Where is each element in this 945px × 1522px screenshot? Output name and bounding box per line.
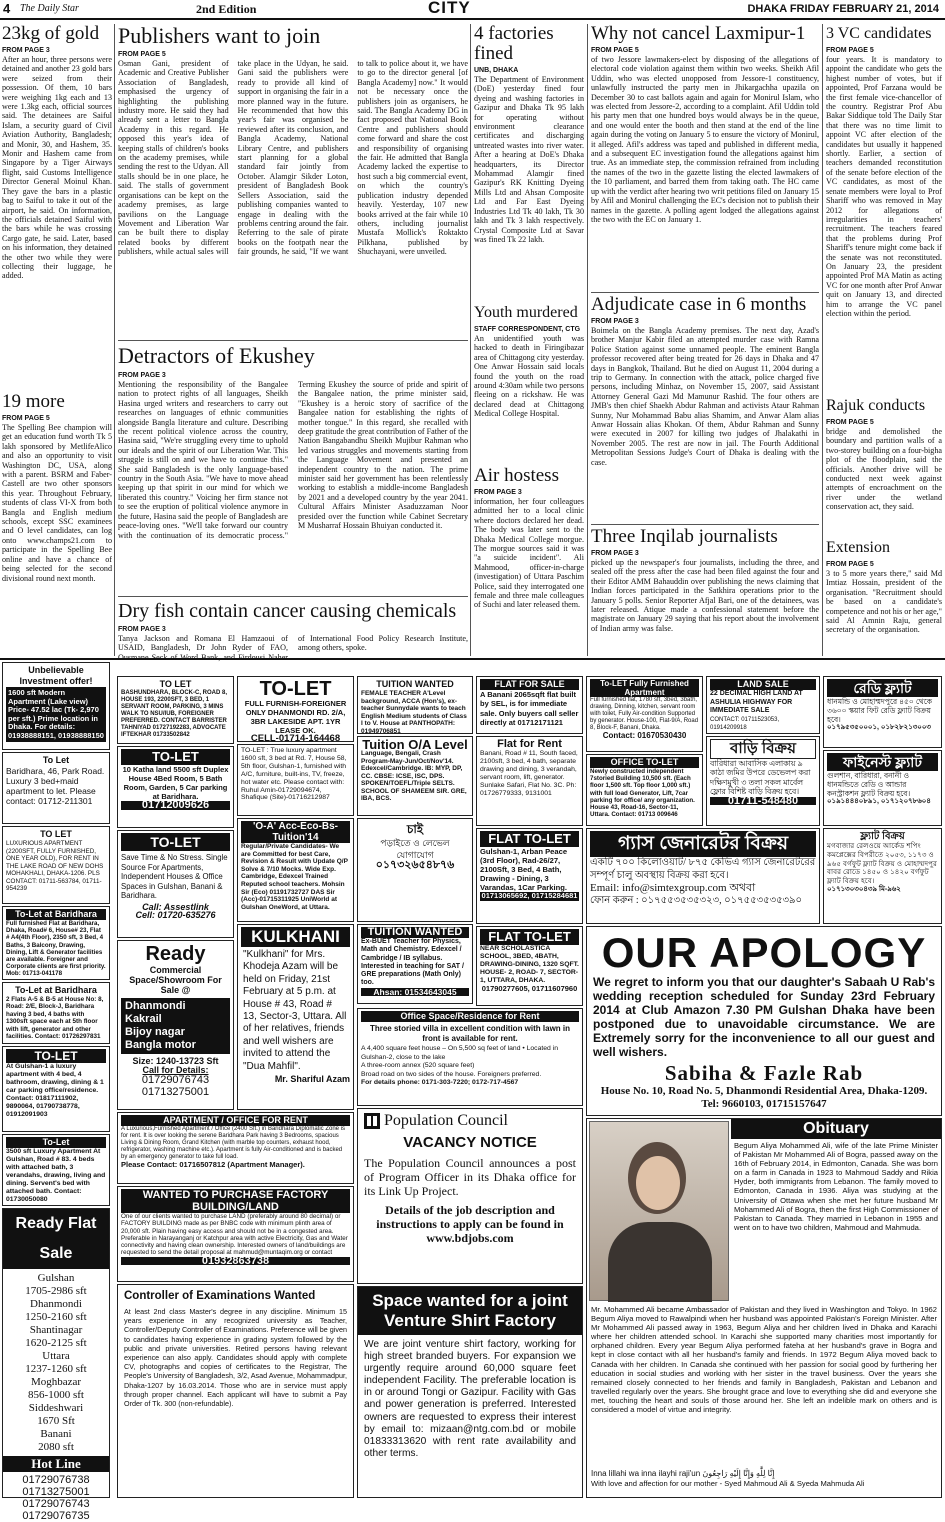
ad-title: রেডি ফ্ল্যাট — [827, 679, 938, 697]
ad-title: OUR APOLOGY — [601, 929, 927, 976]
ad-title: TO-LET — [6, 1049, 106, 1063]
ad-to-let-gulshan-1 — [2, 1046, 110, 1132]
ad-body: FULL FURNISH-FOREIGNER ONLY DHANMONDI RD. 2/A, 3BR LAKESIDE APT. 1YR LEASE OK. — [244, 699, 347, 735]
ad-title: Controller of Examinations Wanted — [124, 1290, 316, 1302]
ad-phone: 01790277605, 01711607960 — [481, 984, 578, 993]
ad-body: Ex-BUET Teacher for Physics, Math and Chemistry. Edexcel / Cambridge / IB syllabus. Interested in teaching for SAT / GRE preparations (Math Only) too. — [361, 938, 464, 987]
ad-address: House No. 10, Road No. 5, Dhanmondi Residential Area, Dhaka-1209. Tel: 9660103, 01715157647 — [600, 1085, 928, 1110]
ad-title: VACANCY NOTICE — [403, 1134, 537, 1151]
page-number: 4 — [3, 1, 11, 16]
ad-title: Flat for Rent — [497, 738, 562, 750]
ad-kulkhani — [237, 924, 354, 1110]
ad-body: At least 2nd class Master's degree in any discipline. Minimum 15 years experience in any recognized university as Teacher, Controller/Deputy Controller of Examinations. Preference will be given to candidates having experience in grading system followed by the public and private universities. Retired persons having relevant experience can also apply. Candidates should apply with complete CV, photographs and copies of certificates to the Registrar, The People's University of Bangladesh, 3/2, Asad Avenue, Mohammadpur, Dhaka-1207 by 16.03.2014. Those who are in service must apply through proper channel. Each applicant will have to submit a Pay Order of Tk. 300 (non-refundable). — [124, 1307, 347, 1409]
article-adjudicate — [591, 292, 819, 522]
ad-body: Newly constructed independent 7storied Building 10,500 sft. (Each floor 1,500 sft. Top floor 1,000 sft.) with full load Generator, Lift, 7car parking for office/ any organization. House 43, Road-16, Sector-11, Uttara. Contact: 01713 009646 — [590, 768, 695, 819]
ad-title: LAND SALE — [710, 679, 816, 690]
ad-office-space-residence — [357, 1008, 583, 1106]
ad-title: Ready — [145, 943, 206, 965]
location-line: 1237-1260 sft — [25, 1363, 87, 1375]
ad-title: Tuition O/A Level — [362, 737, 468, 752]
ad-body: 22 DECIMAL HIGH LAND AT ASHULIA HIGHWAY FOR IMMEDIATE SALE — [710, 690, 803, 714]
ad-phone: Ahsan: 01534643045 — [361, 988, 469, 997]
headline: Rajuk conducts — [826, 397, 926, 414]
location-line: 1705-2986 sft — [25, 1285, 87, 1297]
ad-body: NEAR SCHOLASTICA SCHOOL, 3BED, 4BATH, DRAWING-DINING, 1320 SQFT. HOUSE- 2, ROAD- 7, SECTOR- 1, UTTARA, DHAKA. — [480, 945, 579, 984]
byline: FROM PAGE 3 — [474, 489, 522, 496]
ad-tutor-wanted-bangla — [357, 818, 473, 922]
ad-body: TO-LET : True luxury apartment 1600 sft, 3 bed at Rd. 7, House 58, 5th floor, Gulshan-1, furnished with A/C, furniture, built-ins, TV, freeze, hot water etc. Please contact with: Ruhul Amin-01729094674, Shafique (Site)-01716212987 — [241, 747, 347, 802]
article-body: picked up the newspaper's four journalists, including the three, and sealed off the press after the case had been filed against the four and their Editor AMM Bahauddin over publishing the news claiming that Indian forces participated in the Satkhira operations prior to the January 5 polls. Senior Reporter Afjal Bari, one of the detainees, was later released. Atique made a confessional statement before the magistrate on January 29 saying that his report about the involvement of Indian army was false. — [591, 558, 819, 633]
area-item: Bangla motor — [125, 1039, 196, 1051]
headline: Extension — [826, 539, 890, 556]
ad-title: বাড়ি বিক্রয় — [710, 739, 816, 759]
location-line: Dhanmondi — [30, 1298, 82, 1310]
article-19-more — [2, 392, 112, 654]
article-body: The Spelling Bee champion will get an education fund worth Tk 5 lakh sponsored by MetlifeAlico and also an opportunity to visit Washington DC, USA, along with a parent. BSRM and Faber-Castell are two other sponsors this year. Throughout February, students of class VI-X from both Bangla and English medium schools, except SSC examinees and O level candidates, can log onto www.champs21.com to participate in the Spelling Bee online and have a chance of being selected for the second divisional round next month. — [2, 423, 112, 583]
ad-body: ধানমন্ডি ও মোহাম্মদপুরে ৪৫০ থেকে ৩৬০০ স্কয়ার ফিট রেডি ফ্ল্যাট বিক্রয় হবে। — [827, 697, 933, 724]
article-body: Tanya Jackson and Romana El Hamzaoui of USAID, Bangladesh, Dr John Ryder of FAO, of International Food Policy Research Institute, among others, spoke. — [118, 634, 468, 653]
area-item: Dhanmondi — [125, 1000, 186, 1012]
ad-body: 3500 sft Luxury Apartment At Gulshan, Road # 83. 4 beds with attached bath, 3 verandahs, drawing, living and dining. Servent's bed with attached bath. Contact: 01730050080 — [6, 1148, 106, 1203]
article-body: bridge and demolished the boundary and partition walls of a two-storey building on a four-bigha plot of the floodplain, said the officials. Another drive will be conducted next week against attempts of encroachment on the river under the wetland conservation act, they said. — [826, 427, 942, 512]
ad-phone: CONTACT: 01711523053, 01914209918 — [710, 716, 780, 731]
phone-line: 01729076743 — [141, 1074, 210, 1086]
ad-phone: 01711-548480 — [710, 797, 816, 806]
ad-flat-to-let-uttara — [476, 926, 583, 1006]
ad-tuition-wanted-female — [357, 676, 473, 734]
ad-body: Commercial Space/Showroom For Sale @ — [129, 965, 222, 995]
ad-body: One of our clients wanted to purchase LAND (preferably around 80 decimal) or FACTORY BUILDING made as per BNBC code with minimum plinth area of 20,000 sft. Plain having easy access and should not be in a congested area. Preferable in Narayanganj or Katchpur area with active Electricity, Gas and Water connectivity and having clean ownership. Interested owners of land/buildings are requested to send the detail proposal at mahmud@muntaqim.org or contact — [121, 1213, 348, 1257]
headline: 3 VC candidates — [826, 25, 932, 42]
article-publishers — [118, 24, 468, 338]
ad-phone: Contact: 01670530430 — [602, 731, 687, 740]
ad-title: TO LET — [159, 679, 192, 689]
ad-details: Details of the job description and instructions to apply can be found in www.bdjobs.com — [376, 1203, 564, 1245]
location-line: 1250-2160 sft — [25, 1311, 87, 1323]
ad-commercial-space — [117, 940, 234, 1110]
ad-tuition-oa-level — [357, 736, 473, 816]
byline: STAFF CORRESPONDENT, CTG — [474, 326, 581, 333]
ad-title: APARTMENT / OFFICE FOR RENT — [121, 1115, 350, 1126]
ad-phone: Cell: 01720-635276 — [135, 910, 216, 920]
location-line: 1620-2125 sft — [25, 1337, 87, 1349]
ad-title: চাই — [406, 822, 424, 836]
office-item: A three-room annex (520 square feet) — [361, 1062, 475, 1069]
ad-phone: ০১৭১৩০৩০৪৩৯ মি-৯৬২ — [827, 885, 901, 893]
article-body: An unidentified youth was hacked to death in Firingibazar area of Chittagong city yesterday. One Anwar Hossain said locals found the youth on the road around 4:30am while two persons fleeing on a rickshaw. He was declared dead at Chittagong Medical College Hospital. — [474, 334, 584, 419]
article-dry-fish — [118, 596, 468, 656]
ad-wanted-factory — [117, 1186, 354, 1282]
phone-line: 01729076735 — [22, 1510, 90, 1522]
ad-phone: 01712009626 — [121, 801, 230, 810]
ad-body: Gulshan-1, Arban Peace (3rd Floor), Rad-26/27, 2100Sft, 3 Bed, 4 Bath, Drawing - Dining, 3 Varandas, 1Car Parking. — [480, 847, 568, 892]
ad-house-sale-bangla — [706, 736, 820, 826]
ad-signatories: Sabiha & Fazle Rab — [664, 1061, 864, 1085]
ad-our-apology — [586, 926, 942, 1116]
location-line: 2080 sft — [38, 1441, 74, 1453]
ad-to-let-bashundhara — [117, 676, 234, 744]
location-line: Moghbazar — [30, 1376, 82, 1388]
article-body: The Department of Environment (DoE) yesterday fined four dyeing and washing factories in Gazipur and Dhaka Tk 95 lakh for operating without environment clearance certificates and discharging untreated wastes into river water. After a hearing at DoE's Dhaka headquarters, its Director Mohammad Alamgir fined Gazipur's RK Knitting Dyeing Mills Ltd and Ahsan Composite Ltd and Far East Dyeing Industries Ltd Tk 40 lakh, Tk 30 lakh and Tk 3 lakh respectively. Crystal Composite Ltd at Savar was fined Tk 22 lakh. — [474, 75, 584, 244]
office-item: Broad road on two sides of the house. Foreigners preferred. — [361, 1070, 542, 1078]
byline: FROM PAGE 5 — [2, 415, 50, 422]
ad-flat-to-let-gulshan — [476, 828, 583, 924]
ad-office-to-let — [586, 754, 703, 826]
ad-body: Baridhara, 46, Park Road. Luxury 3 bed+maid apartment to let. Please contact: 01712-211301 — [6, 766, 105, 806]
byline: FROM PAGE 5 — [591, 47, 639, 54]
ad-title: TUITION WANTED — [376, 679, 454, 689]
ad-ready-flat-bangla — [823, 676, 942, 748]
ad-title: 'O-A' Acc-Eco-Bs-Tuition'14 — [241, 821, 350, 843]
headline: 4 factories fined — [474, 23, 554, 64]
ad-finest-flat-bangla — [823, 750, 942, 826]
dateline: DHAKA FRIDAY FEBRUARY 21, 2014 — [747, 3, 939, 15]
ad-body: Regular/Private Candidates- We are Committed for best Care, Revision & Result with Update Q/P Solve & 7/10 Mocks. Wide Exp. Cambridge, Edexcel Trained Reputed school teachers. Mohsin Sir (Eco) 01191732727 DAS Sir (Acc)-01715311925 UniWorld at Gulshan OneWord, at Uttara. — [241, 843, 348, 911]
ad-apartment-office-rent — [117, 1112, 354, 1184]
ad-title: TO-LET — [121, 833, 230, 851]
ad-body: LUXURIOUS APARTMENT (2200SFT, FULLY FURNISHED, ONE YEAR OLD), FOR RENT IN THE LAKE ROAD OF NEW DOHS MOHAKHALI, DHAKA-1206. PLS CONTACT: 01711-563784, 01711-954239 — [6, 840, 104, 892]
headline: Youth murdered — [474, 304, 578, 321]
ad-body: 1600 sft Modern Apartment (Lake view) Price- 47.52 lac (Tk- 2,970 per sft.) Prime location in Dhaka. For details: 01938888151, 01938888150 — [6, 687, 106, 742]
ad-body: We regret to inform you that our daughter's Sabaah U Rab's wedding reception scheduled for Sunday 23rd February 2014 at Club Amazon 7.30 PM Gulshan Dhaka have been postponed due to unavoidable circumstance. We are Extremely sorry for the inconvenience to all our guest and well wishers. — [593, 975, 935, 1059]
ad-body: Language, Bengali, Crash Program-May-Jun/Oct/Nov'14. Edexcel/Cambridge. IB: MYP, DP, CC. CBSE: ICSE, ISC, DPS. SPOKEN/TOEFL/Triple SELTS. SCHOOL OF SHAMEEM SIR. GRE, IBA, BCS. — [361, 750, 467, 802]
ad-title: TO-LET — [121, 749, 230, 765]
ad-areas — [121, 998, 230, 1054]
ad-body: Save Time & No Stress. Single Source For Apartments, Independent Houses & Office Spaces in Gulshan, Banani & Baridhara. — [121, 853, 228, 900]
location-line: Gulshan — [37, 1272, 75, 1284]
ad-body-continued: Mr. Mohammed Ali became Ambassador of Pakistan and they lived in Washington and Tokyo. In 1962 Begum Aliya moved to Rawalpindi when her husband was appointed Pakistan's Foreign Minister. After Mr Mohammed Ali passed away in 1963, Begum Aliya and her children lived in Dhaka and Karachi where her children attended school. In Karachi she supported many charities most importantly for orphaned children. Every year Begum Aliya performed fateha at her husband's grave in Bogra and kept in close contact with all her husband's family and friends. In 1972 Begum Aliya moved back to Canada with her children. In Canada she continued with her passion for social good by furthering her education in social studies and working with her sister in the travel business. Over the years she remained closely connected to her friends and family in Bangladesh, Pakistan and Lebanon and travelled regularly over the years. She brought grace and love to everything she did and everyone she met, touching the heart and souls of those around her. She left an indelible mark on others and is considered a model of virtue and integrity. — [591, 1305, 937, 1415]
headline: Air hostess — [474, 465, 559, 486]
ad-signature: Mr. Shariful Azam — [274, 1074, 350, 1085]
ad-title: OFFICE TO-LET — [590, 757, 699, 768]
article-4-factories — [474, 24, 584, 302]
ad-title: To-LET Fully Furnished Apartment — [590, 679, 699, 697]
ad-population-council — [357, 1108, 583, 1284]
ad-title: To-Let at Baridhara — [15, 985, 97, 995]
ad-email: Email: info@simtexgroup.com অথবা — [590, 882, 756, 894]
ad-shirt-factory — [357, 1286, 583, 1498]
ad-body: We are joint venture shirt factory, working for high street branded buyers. For expansion we urgently require around 60,000 square feet independent Facility. The preferable location is in or around Tongi or Gazipur. Facility with Gas and power generation is preferred. Interested owners are requested to express their interest by email to: mizaan@ntg.com.bd or mobile 01833313620 with rent rate availability and other terms. — [364, 1339, 576, 1459]
ad-phones — [121, 1074, 230, 1098]
article-body: four years. It is mandatory to appoint the candidate who gets the highest number of votes, but if appointed, Prof Farzana would be the first female vice-chancellor of the country. Registrar Prof Abu Bakar Siddique told The Daily Star that there was no time limit to appoint VC after election of the candidates but usually it happened shortly. Earlier, a section of teachers demanded reconstitution of the senate before election of the VC candidates, as most of the senate members were loyal to Prof Shariff who was removed in May 2012 for allegations of irregularities in teachers' recruitment. The teachers feared that the problems during Prof Shariff's tenure might come back if the senate was not reconstituted. On January 23, the president appointed Prof MA Matin as acting VC for one month after Prof Anwar quit on January 13, and directed him to arrange the VC panel election within the period. — [826, 55, 942, 318]
area-item: Kakrail — [125, 1013, 162, 1025]
ad-phone: ০১৭৯৫৩৫০০০১, ০১৮২৮২১৩০০৩ — [827, 724, 931, 731]
byline: FROM PAGE 5 — [118, 51, 166, 58]
ad-size: Size: 1240-13723 Sft — [132, 1056, 219, 1066]
article-body: 3 to 5 more years there," said Md Imtiaz Hossain, president of the organisation. "Recruitment should be based on a candidate's competence and not his or her age," said Al Amnin Raju, general secretary of the organisation. — [826, 569, 942, 635]
ad-body: Three storied villa in excellent condition with lawn in front is available for rent. — [369, 1024, 571, 1043]
headline: 23kg of gold — [2, 23, 100, 44]
ad-to-let-dhanmondi — [237, 676, 354, 742]
article-body: Boimela on the Bangla Academy premises. The next day, Azad's brother Manjur Kabir filed an attempted murder case with Ramna Police Station against some unnamed people. The eminent Bangla professor recovered after being treated for 26 days in Dhaka and 47 days in Bangkok, Thailand. But he died on August 11, 2004 during a trip to Germany. In connection with the attack, police charged five persons, including Minhaz, on November 15, 2007, said Assistant Attorney General Gazi Md Mamunur Rashid. The four others are JMB's then chief Shaekh Abdur Rahman and activists Ataur Rahman Sunny, Nur Mohammad Babu alias Shamim, and Anwar Alam alias Anwar Hossain alias Khokan. Of them, Abdur Rahman and Sunny were executed in 2007 for killing two judges of Jhalakathi in November 2005. The rest are now in jail. The Fourth Additional Metropolitan Sessions Judge's Court of Dhaka is dealing with the case. — [591, 326, 819, 467]
ad-to-let-baridhara-1 — [2, 906, 110, 980]
population-council-logo-icon — [364, 1113, 380, 1129]
ad-phone: ০১৯১৪৪৪০৮৯১, ০১৭১২০৭৮৬০৪ — [827, 798, 931, 805]
ad-gas-generator — [586, 828, 820, 924]
article-body: Mentioning the responsibility of the Bangalee nation to protect rights of all languages, Sheikh Hasina urged writers and researchers to carry out researches on languages of ethnic communities alongside Bangla literature and culture. Describing the recent political violence across the country, Hasina said, "We're struggling every time to uphold our ideals and the spirit of our Liberation War. This struggle is still on and we have to continue this." She said Bangladesh is the only language-based country in the South Asia. "We have to move ahead keeping up that spirit in our mind for which we liberated this country." Voicing her firm stance not to see the eruption of political violence anymore in the future, Hasina said the people of Bangladesh are peace-loving ones. "We'll take forward our country with the continuation of its democratic process." Terming Ekushey the source of pride and spirit of the Bangalee nation, the prime minister said, "Ekushey is a heroic story of sacrifice of the Bangalee nation for establishing the rights of mother tongue." In this regard, she recalled with deep gratitude the great contribution of Father of the Nation Bangabandhu Sheikh Mujibur Rahman who led various struggles and movements starting from the Language Movement and presented an independent country to the nation. The prime minister said her government has been relentlessly working to establish a middle-income Bangladesh by 2021 and a developed country by the year 2041. Cultural Affairs Minister Asaduzzaman Noor presided over the function while Cabinet Secretary M Musharraf Hossain Bhuiyan conducted it. — [118, 380, 468, 540]
location-line: Siddeshwari — [28, 1402, 84, 1414]
ad-locations — [3, 1269, 109, 1454]
ad-title: KULKHANI — [241, 927, 350, 947]
ad-phones — [3, 1472, 109, 1522]
article-3-vc-candidates — [826, 24, 942, 388]
byline: FROM PAGE 5 — [826, 47, 874, 54]
phone-line: 01713275001 — [141, 1086, 210, 1098]
ad-title: Ready Flat Sale — [3, 1209, 109, 1269]
article-laxmipur — [591, 24, 819, 290]
headline: Dry fish contain cancer causing chemicals — [118, 600, 457, 622]
ad-title: ফাইনেস্ট ফ্ল্যাট — [827, 753, 938, 771]
article-body: Osman Gani, president of Academic and Creative Publisher Association of Bangladesh, emphasised the urgency of highlighting the publishing industry more. He said they had already sent a letter to Bangla Academy in this regard. He opposed this year's idea of keeping stalls of children's books on the academy premises, while sending the rest to the Udyan. All stalls should be in one place, he said. The stalls of government organisations can be kept on the academy premises, as large pavilions on the Language Movement and Liberation War can be built there to display related books by different publishers, while actual sales will take place in the Udyan, he said. Gani said the publishers were ready to provide all kind of support in organising the fair in a more planned way in the future. He recommended that how this year's fair was organised be reviewed after its conclusion, and Bangla Academy, National Library Centre, and publishers start planning for a global standard fair jointly from October. Alamgir Sikder Loton, president of Bangladesh Book Sellers Association, said the publishing companies wanted to engage in dealing with the problems centring around the fair. Referring to the sale of pirate books on the footpath near the fair grounds, he said, "If we want to talk to police about it, we have to go to the director general [of Bangla Academy] now." It would not be necessary once the publishers join as organisers, he said. The Bangla Academy DG in fact proposed that National Book Centre and publishers should come forward and share the cost and responsibility of organising the fair. He admitted that Bangla Academy lacked the expertise to host such a big commercial event, on which the country's publication industry depended heavily. Yesterday, 107 new books arrived at the fair while 10 others, including journalist Mustafa Mollick's Roktakto Pilkhana, published by Shuchayani, were unveiled. — [118, 59, 468, 257]
article-23kg-gold — [2, 24, 112, 404]
article-body: of two Jessore lawmakers-elect by disposing of the allegations of electoral code violation against them within two weeks. Sheikh Afil Uddin, who was elected unopposed from Jessore-1 constituency, unlawfully instructed the party men in Jhikargachha upazila on December 30 to cast ballots again and again for Monirul Islam, who was elected from Jessore-2, according to a complaint. Afil Uddin told his party men that one hundred boys would always be in the queue, and one would enter the booth and then stand at the end of the line again during the voting on January 5 to ensure the victory of Monirul, it alleged. Afil's address was taped and published in different media, and a subsequent EC investigation found the allegations against him true. As an immediate step, the commission refrained from including the names of the two in the gazette listing the elected lawmakers of the 10 parliament, and barred them from taking oath. The HC came up with the verdict after hearing two writ petitions filed on January 15 by Afil and Monirul challenging the EC's decision not to publish their names in the gazette. A polling agent lodged the allegations against the two with the EC on January 1. — [591, 55, 819, 224]
population-council-name: Population Council — [384, 1111, 508, 1129]
ad-body: A Luxurious,Furnished Apartment / Office (2400 Sft.) in Baridhara Diplomatic Zone is for rent. It is over looking the serene Baridhara Park having 3 Bedrooms, spacious Living & Dining Room, Grand Kitchen (with marble top counters, exhaust hood, refrigerator, washing machine etc.). Apartment is fully Air-conditioned and is backed by an emergency generator to take full load. — [121, 1126, 345, 1160]
ad-body: BASHUNDHARA, BLOCK-C, ROAD 8, HOUSE 193, 2200SFT, 3 BED, 1 SERVANT ROOM, PARKING, 3 MINS WALK TO NSU/IUB, FOREIGNER PREFERRED. CONTACT BARRISTER TAHNIYAD 01727192283, ADVOCATE IFTEKHAR 01733502842 — [121, 690, 227, 738]
article-rajuk — [826, 396, 942, 538]
article-youth-murdered — [474, 303, 584, 463]
ad-signature: With love and affection for our mother - Syed Mahmoud Ali & Syeda Mahmuda Ali — [591, 1479, 865, 1488]
ad-items — [361, 1045, 579, 1079]
headline: Three Inqilab journalists — [591, 526, 778, 547]
ad-body: Full furnished flat, 1780 sft, 3bed, 3bath, drawing, Dinning, kitchen, servant room with toilet, Fully Air-condition Supported by generator. House-100, Flat-9/A, Road 8, Block-F, Banani, Dhaka. — [590, 697, 699, 731]
ad-title: WANTED TO PURCHASE FACTORY BUILDING/LAND — [121, 1189, 350, 1213]
ad-body: A Banani 2065sqft flat built by SEL, is for immediate sale. Only buyers call seller directly at 01712171121 — [480, 690, 579, 728]
ad-ready-flat-sale — [2, 1208, 110, 1522]
byline: FROM PAGE 3 — [591, 550, 639, 557]
ad-to-let-assestlink — [117, 830, 234, 938]
ad-title: Obituary — [731, 1119, 941, 1139]
ad-to-let-gulshan-83 — [2, 1134, 110, 1206]
ad-investment-offer — [2, 662, 110, 750]
byline: FROM PAGE 3 — [118, 626, 166, 633]
article-detractors — [118, 340, 468, 596]
byline: FROM PAGE 5 — [826, 419, 874, 426]
ad-flat-sale-bangla — [823, 828, 942, 924]
ad-title: গ্যাস জেনারেটর বিক্রয় — [590, 831, 816, 857]
ad-phone: CELL-01714-164468 — [250, 733, 341, 744]
phone-line: 01713275001 — [22, 1486, 90, 1498]
ad-body: 2 Flats A-5 & B-5 at House No: 8, Road: 2/E, Block-J, Baridhara having 3 bed, 4 baths with 1300sft space each at 5th floor with lift, generator and other facilities. Contact: 01726297831 — [6, 996, 104, 1041]
phone-line: 01729076743 — [22, 1498, 90, 1510]
area-item: Bijoy nagar — [125, 1026, 185, 1038]
ad-luxury-apartment — [237, 744, 354, 816]
ad-controller-examinations — [117, 1284, 354, 1498]
ad-title: FLAT FOR SALE — [480, 679, 579, 690]
headline: 19 more — [2, 391, 65, 412]
ad-body: 10 Katha land 5500 sft Duplex House 4Bed Room, 5 Bath Room, Garden, 5 Car parking at Baridhara. — [122, 765, 229, 801]
ad-body: FEMALE TEACHER A'Level background, ACCA (Hon's), ex-teacher Sunnydale wants to teach English Medium students of Class I to V. House at PANTHOPATH: 01949706851 — [361, 690, 467, 735]
ad-body: একটি ৭০০ কিলোওয়াট/ ৮৭৫ কেভিএ গ্যাস জেনারেটরের সম্পূর্ণ চালু অবস্থায় বিক্রয় করা হবে। — [590, 857, 816, 881]
phone-line: 01729076738 — [22, 1474, 90, 1486]
ad-fully-furnished — [586, 676, 703, 752]
article-body: After an hour, three persons were detained and another 23 gold bars were seized from their possession. Of them, 10 bars were weighing 1kg each and 13 were 1.3kg each, official sources said. The detainees are Saiful Islam, a security guard of Civil Aviation Authority, Bangladesh; and Monir, 30, and Hashem, 35. Monir and Hashem came from Singapore by a Tiger Airways flight, said Customs Intelligence Director General Moinul Khan. They gave the bars in a plastic bag to Saiful to take it out of the airport, he said. On information, the officials detained Saiful with the bars while he was crossing Cargo gate, he said. Later, based on his information, they detained the other two while they were collecting their luggage, he added. — [2, 55, 112, 281]
ad-body: পড়াইতে ও লেভেল যোগাযোগ — [380, 838, 450, 860]
ad-hotline: Hot Line — [3, 1456, 109, 1472]
byline: UNB, DHAKA — [474, 67, 519, 74]
headline: Why not cancel Laxmipur-1 — [591, 23, 806, 44]
ad-flat-for-sale — [476, 676, 583, 734]
ad-phone: ফোন করুন : ০১৭৫৫৩৫৩৫৩২৩, ০১৭৫৫৩৫৩৫৩৯০ — [590, 895, 803, 906]
ad-body: Banani, Road # 11, South faced, 2100sft, 3 bed, 4 bath, separate drawing and dining, 3 verandah, servant room, lift, generator. Sunlake Safari, Flat No. 3C. Ph: 01726779333, 9131001 — [480, 750, 578, 797]
ad-title: ফ্ল্যাট বিক্রয় — [860, 831, 905, 842]
location-line: Banani — [40, 1428, 72, 1440]
ad-title: Office Space/Residence for Rent — [361, 1011, 579, 1022]
byline: FROM PAGE 3 — [2, 47, 50, 54]
ad-title: FLAT TO-LET — [480, 929, 579, 945]
headline: Publishers want to join — [118, 23, 321, 48]
obituary-portrait — [589, 1121, 729, 1301]
ad-phone: 01932863738 — [121, 1257, 350, 1266]
article-extension — [826, 538, 942, 656]
headline: Adjudicate case in 6 months — [591, 294, 807, 315]
ad-phone: 01713065692, 01715284681 — [481, 891, 578, 900]
ad-contact: Call: Assestlink — [142, 901, 209, 912]
ad-title: Space wanted for a joint Venture Shirt Factory — [358, 1287, 582, 1335]
ad-phone: ০১৭৩২৬৫৪৮৭৬ — [375, 859, 455, 871]
ad-title: To-Let at Baridhara — [6, 909, 106, 920]
section-title: CITY — [428, 0, 471, 17]
article-air-hostess — [474, 466, 584, 656]
ad-body: At Gulshan-1 a luxury apartment with 4 bed, 4 bathroom, drawing, dining & 1 car parking office/residence. Contact: 01817111902, 9890064, 01790738778, 01912091903 — [6, 1063, 104, 1118]
ad-land-sale — [706, 676, 820, 734]
ad-to-let-park-road — [2, 752, 110, 824]
ad-tuition-wanted-buet — [357, 924, 473, 1004]
ad-to-let-duplex — [117, 746, 234, 828]
ad-body: Full furnished Flat at Baridhara, Dhaka, Road# 6, House# 23, Flat # A4(4th Floor), 2350 sft, 3 Bed, 4 Baths, 3 Balcony, Drawing, Dining, Lift & Generator facilities are available. Foreigner and Corporate clients are first priority. Mob: 01713-041178 — [6, 920, 106, 978]
ad-call-label: Call for Details: — [142, 1064, 209, 1075]
ad-title: TO LET — [40, 829, 72, 839]
ad-title: To Let — [42, 755, 70, 765]
page-header — [0, 0, 945, 20]
ad-body: বারিধারা আবাসিক এলাকায় ৯ কাঠা জমির উপরে ডেভেলপ করা দক্ষিণমুখী ৩ তলা সকল মার্বেল ফ্লোর বিশিষ্ট বাড়ি বিক্রয় হবে। — [710, 759, 811, 797]
ad-to-let-baridhara-2 — [2, 982, 110, 1044]
byline: FROM PAGE 3 — [591, 318, 639, 325]
location-line: Uttara — [42, 1350, 70, 1362]
ad-body: মগবাজার রেলওয়ে আর্কেড শপিং কমপ্লেক্সের বিপরীতে ২০৫৩, ১১৭৩ ও ৯৬৫ বর্গফুট ফ্ল্যাট বিক্রয় ও মোহাম্মদপুর বাবর রোডে ১৪৫০ ও ১৪২০ বর্গফুট ফ্ল্যাট বিক্রয় হবে। — [827, 841, 937, 886]
ad-body: The Population Council announces a post of Program Officer in its Dhaka office for its Link Up Project. — [364, 1156, 576, 1198]
ad-flat-for-rent — [476, 736, 583, 826]
ad-body: Begum Aliya Mohammed Ali, wife of the late Prime Minister of Pakistan Mr Mohammed Ali of Bogra, passed away on the 16th of February 2014, in Edmonton, Canada. She was born on a farm in Canada in 1923 to Mahmoud Saddy and Rikia Hyder, both immigrants from Lebanon. The family moved to Edmonton, Canada in 1936. Aliya was studying at the University of Ottawa when she met her future husband Mr Mohammed Ali of Bogra, then the first High Commissioner of Pakistan to Canada. They married in Lebanon in 1955 and went on to have two children, Mahmoud and Mahmuda. — [734, 1141, 938, 1232]
ad-body: গুলশান, বারিধারা, বনানী ও ধানমন্ডিতে রেডি ও আন্ডার কনস্ট্রাকশন ফ্ল্যাট বিক্রয় হবে। — [827, 771, 911, 798]
office-item: A 4,400 square feet house – On 5,500 sq feet of land • Located in Gulshan-2, close to the lake — [361, 1045, 558, 1061]
ad-title: TUITION WANTED — [361, 927, 469, 938]
ad-body: "Kulkhani" for Mrs. Khodeja Azam will be held on Friday, 21st February at 5 p.m. at House # 43, Road # 13, Sector-3, Uttara. All of her relatives, friends and well wishers are invited to attend the "Dua Mahfil". — [243, 949, 347, 1072]
masthead: The Daily Star — [20, 3, 79, 14]
ad-title: TO-LET — [259, 678, 332, 700]
location-line: 856-1000 sft — [28, 1389, 84, 1401]
ad-prayer: Inna lillahi wa inna ilayhi raji'un إِنَّا لِلَّٰهِ وَإِنَّا إِلَيْهِ رَاجِعُونَ — [591, 1469, 775, 1478]
ad-title: Unbelievable Investment offer! — [19, 665, 93, 686]
ad-title: FLAT TO-LET — [480, 831, 579, 847]
byline: FROM PAGE 3 — [118, 372, 166, 379]
ad-obituary — [586, 1118, 942, 1498]
byline: FROM PAGE 5 — [826, 561, 874, 568]
headline: Detractors of Ekushey — [118, 343, 315, 368]
ad-contact: For details phone: 0171-303-7220; 0172-717-4567 — [361, 1079, 519, 1086]
location-line: 1670 Sft — [37, 1415, 75, 1427]
edition-label: 2nd Edition — [196, 2, 257, 16]
article-inqilab — [591, 524, 819, 656]
ad-title: To-Let — [6, 1137, 106, 1148]
ad-tuition-oa — [237, 818, 354, 922]
ad-contact: Please Contact: 01716507812 (Apartment Manager). — [121, 1160, 305, 1169]
ad-to-let-dohs — [2, 826, 110, 904]
article-body: information, her four colleagues admitted her to a local clinic where doctors declared her dead. The body was later sent to the Dhaka Medical College morgue. The morgue sources said it was "a suicide incident". Ali Mahmood, officer-in-charge (investigation) of Uttara Paschim Police, said they interrogated one female and three male colleagues of Suchi and later released them. — [474, 497, 584, 610]
location-line: Shantinagar — [29, 1324, 83, 1336]
